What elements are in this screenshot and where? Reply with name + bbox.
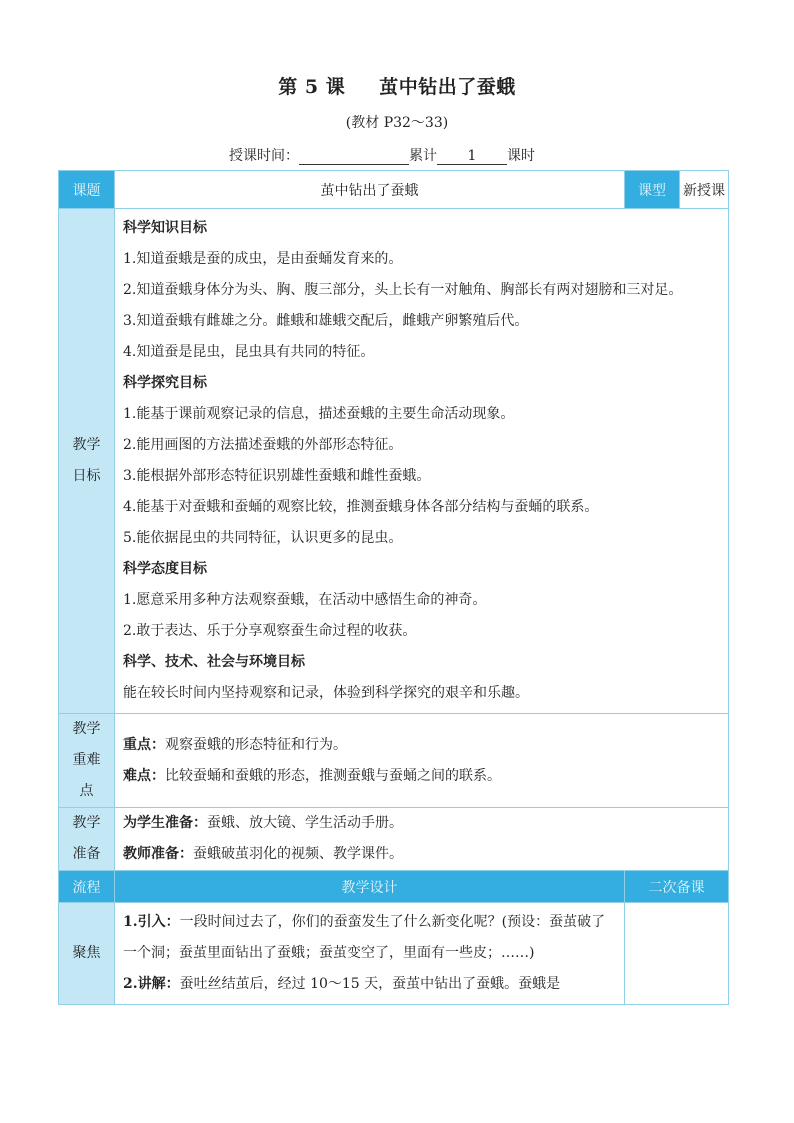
focus-explain-text: 蚕吐丝结茧后，经过 10～15 天，蚕茧中钻出了蚕蛾。蚕蛾是 bbox=[179, 976, 561, 992]
key-point-label: 重点： bbox=[123, 736, 165, 753]
goal-item: 5.能依据昆虫的共同特征，认识更多的昆虫。 bbox=[123, 530, 403, 546]
hard-point-text: 比较蚕蛹和蚕蛾的形态，推测蚕蛾与蚕蛹之间的联系。 bbox=[165, 767, 501, 784]
second-prep-cell[interactable] bbox=[625, 903, 729, 1005]
focus-label: 聚焦 bbox=[59, 903, 115, 1005]
keypoints-label bbox=[59, 714, 115, 808]
type-label: 课型 bbox=[625, 171, 680, 209]
time-label: 授课时间： bbox=[229, 148, 299, 164]
focus-intro bbox=[123, 907, 616, 969]
topic-label: 课题 bbox=[59, 171, 115, 209]
keypoints-label-line: 教学 bbox=[72, 721, 101, 737]
goal-item: 能在较长时间内坚持观察和记录，体验到科学探究的艰辛和乐趣。 bbox=[123, 685, 529, 701]
student-prep bbox=[123, 808, 720, 839]
topic-value: 茧中钻出了蚕蛾 bbox=[115, 171, 625, 209]
goal-item: 4.能基于对蚕蛾和蚕蛹的观察比较，推测蚕蛾身体各部分结构与蚕蛹的联系。 bbox=[123, 499, 599, 515]
goals-label bbox=[59, 209, 115, 714]
teacher-prep-label: 教师准备： bbox=[123, 846, 193, 862]
total-value[interactable]: 1 bbox=[437, 148, 507, 165]
student-prep-label: 为学生准备： bbox=[123, 815, 207, 831]
goal-item: 2.能用画图的方法描述蚕蛾的外部形态特征。 bbox=[123, 437, 403, 453]
goal-item: 2.敢于表达、乐于分享观察蚕生命过程的收获。 bbox=[123, 623, 417, 639]
prep-label-line: 准备 bbox=[72, 846, 101, 862]
unit-label: 课时 bbox=[507, 148, 535, 164]
info-row bbox=[59, 171, 729, 209]
goal-item: 1.愿意采用多种方法观察蚕蛾，在活动中感悟生命的神奇。 bbox=[123, 592, 487, 608]
focus-intro-label: 1.引入： bbox=[123, 914, 180, 930]
focus-content bbox=[115, 903, 625, 1005]
focus-explain bbox=[123, 969, 616, 1000]
keypoints-content bbox=[115, 714, 729, 808]
goal-section-heading: 科学态度目标 bbox=[123, 561, 207, 577]
goals-label-line1: 教学 bbox=[72, 437, 101, 453]
teacher-prep bbox=[123, 839, 720, 870]
focus-intro-text: 一段时间过去了，你们的蚕蛮发生了什么新变化呢？(预设：蚕茧破了一个洞；蚕茧里面钻出了蚕蛾；蚕茧变空了，里面有一些皮；……) bbox=[123, 914, 606, 961]
goal-section-heading: 科学探究目标 bbox=[123, 375, 207, 391]
focus-row bbox=[59, 903, 729, 1005]
design-header: 教学设计 bbox=[115, 871, 625, 903]
page-title bbox=[0, 72, 794, 99]
goal-item: 3.知道蚕蛾有雌雄之分。雌蛾和雄蛾交配后，雌蛾产卵繁殖后代。 bbox=[123, 313, 529, 329]
keypoints-label-line: 点 bbox=[79, 783, 94, 799]
type-value: 新授课 bbox=[680, 171, 729, 209]
prep-label bbox=[59, 808, 115, 871]
hard-point-label: 难点： bbox=[123, 767, 165, 784]
process-header-row bbox=[59, 871, 729, 903]
goal-item: 1.知道蚕蛾是蚕的成虫，是由蚕蛹发育来的。 bbox=[123, 251, 403, 267]
goals-label-line2: 日标 bbox=[72, 468, 101, 484]
lesson-plan-table bbox=[58, 170, 729, 1005]
prep-content bbox=[115, 808, 729, 871]
goal-item: 1.能基于课前观察记录的信息，描述蚕蛾的主要生命活动现象。 bbox=[123, 406, 515, 422]
key-point bbox=[123, 730, 720, 761]
keypoints-label-line: 重难 bbox=[72, 752, 101, 768]
goal-item: 3.能根据外部形态特征识别雄性蚕蛾和雌性蚕蛾。 bbox=[123, 468, 431, 484]
goal-item: 2.知道蚕蛾身体分为头、胸、腹三部分，头上长有一对触角、胸部长有两对翅膀和三对足。 bbox=[123, 282, 683, 298]
time-blank[interactable] bbox=[299, 148, 409, 165]
textbook-reference: (教材 P32～33) bbox=[345, 115, 449, 131]
goal-section-heading: 科学知识目标 bbox=[123, 220, 207, 236]
class-time-line bbox=[229, 145, 535, 165]
student-prep-text: 蚕蛾、放大镜、学生活动手册。 bbox=[207, 815, 403, 831]
keypoints-row bbox=[59, 714, 729, 808]
goals-content bbox=[115, 209, 729, 714]
second-prep-header: 二次备课 bbox=[625, 871, 729, 903]
prep-row bbox=[59, 808, 729, 871]
goal-section-heading: 科学、技术、社会与环境目标 bbox=[123, 654, 305, 670]
key-point-text: 观察蚕蛾的形态特征和行为。 bbox=[165, 736, 347, 753]
prep-label-line: 教学 bbox=[72, 815, 101, 831]
flow-header: 流程 bbox=[59, 871, 115, 903]
hard-point bbox=[123, 761, 720, 792]
lesson-number: 第 5 课 bbox=[278, 76, 346, 98]
total-label: 累计 bbox=[409, 148, 437, 164]
lesson-title: 茧中钻出了蚕蛾 bbox=[379, 76, 516, 98]
focus-explain-label: 2.讲解： bbox=[123, 976, 180, 992]
teacher-prep-text: 蚕蛾破茧羽化的视频、教学课件。 bbox=[193, 846, 403, 862]
goal-item: 4.知道蚕是昆虫，昆虫具有共同的特征。 bbox=[123, 344, 375, 360]
goals-row bbox=[59, 209, 729, 714]
